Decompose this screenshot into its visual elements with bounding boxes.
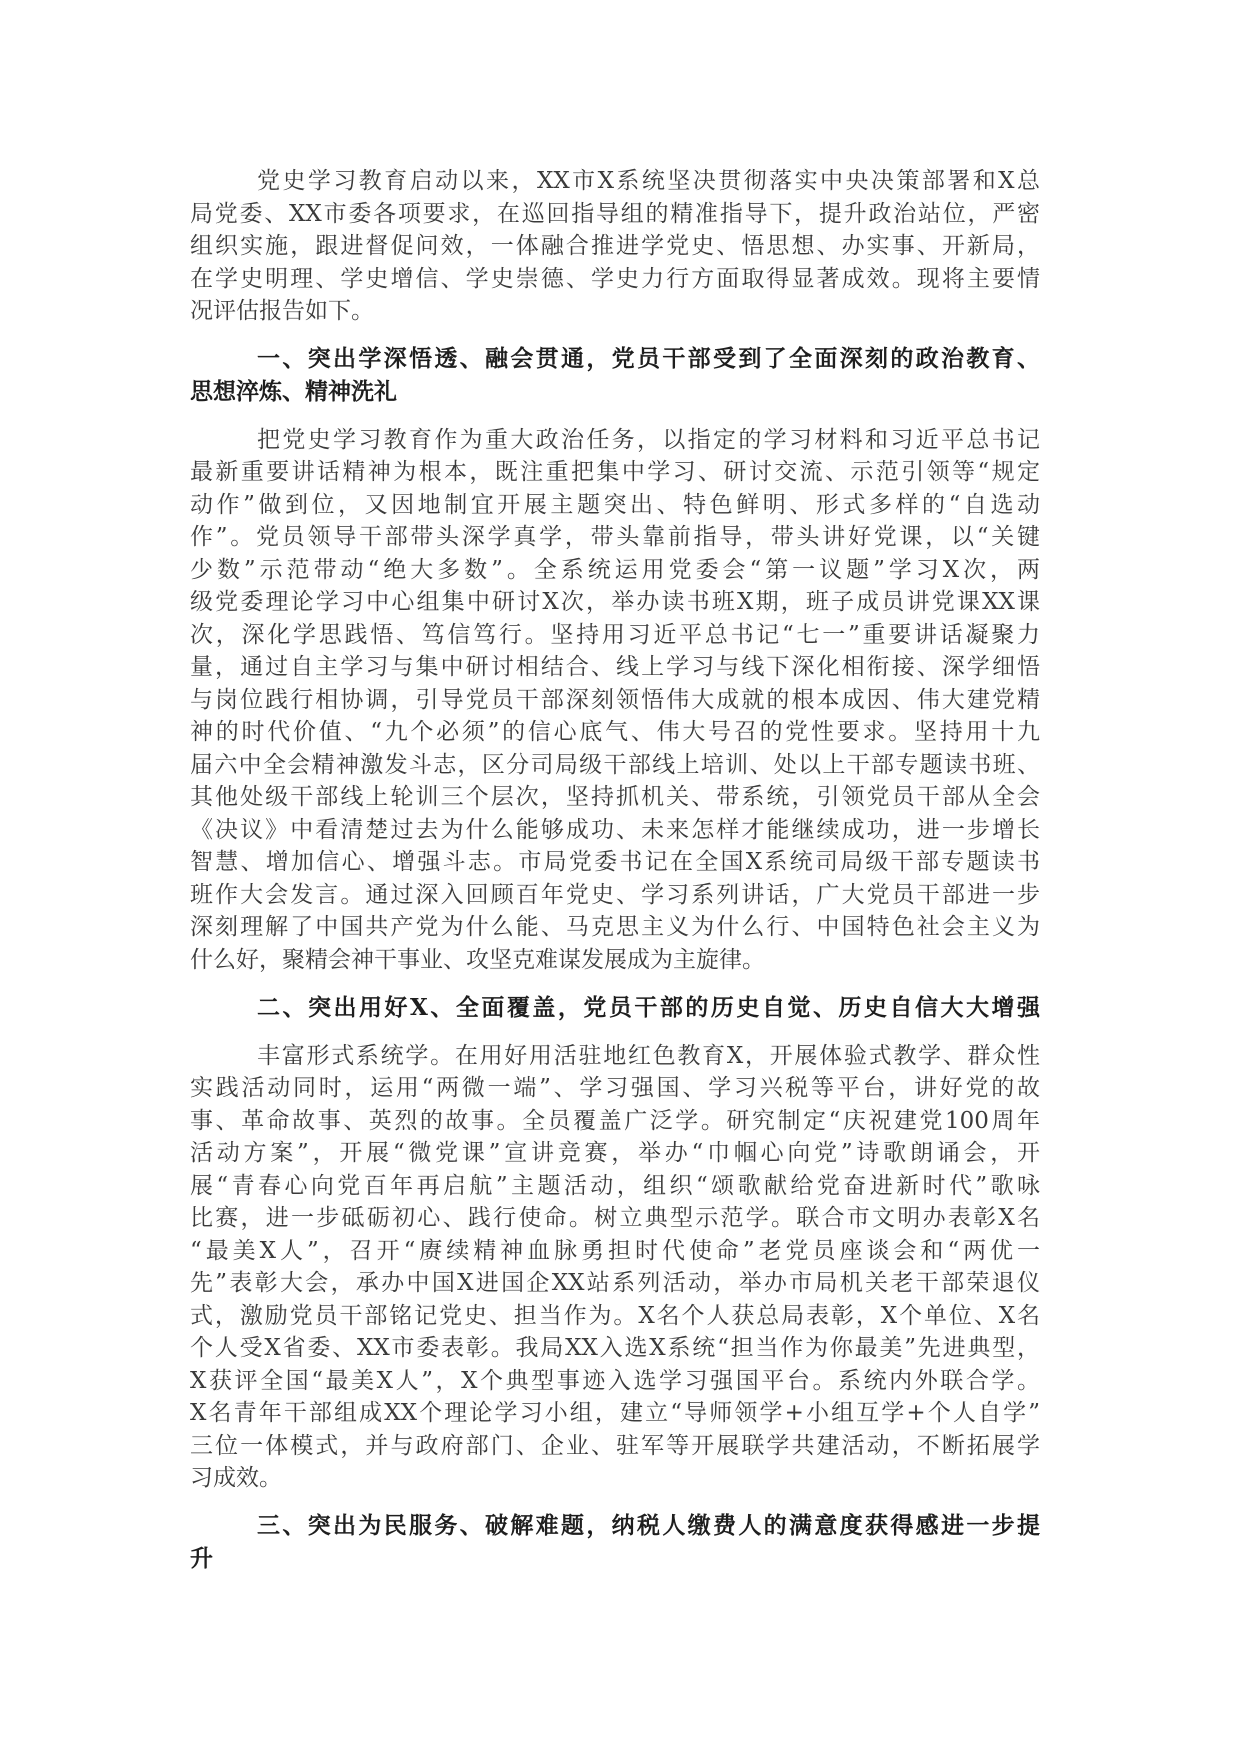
section-heading-2 (190, 992, 1040, 1025)
text-line: 最新重要讲话精神为根本，既注重把集中学习、研讨交流、示范引领等“规定 (190, 459, 1040, 485)
text-line: 作”。党员领导干部带头深学真学，带头靠前指导，带头讲好党课，以“关键 (190, 524, 1040, 550)
document-page (190, 165, 1040, 1591)
text-line: 什么好，聚精会神干事业、攻坚克难谋发展成为主旋律。 (190, 946, 765, 973)
text-line: 把党史学习教育作为重大政治任务，以指定的学习材料和习近平总书记 (257, 426, 1040, 453)
text-line: 《决议》中看清楚过去为什么能够成功、未来怎样才能继续成功，进一步增长 (190, 816, 1040, 843)
intro-paragraph (190, 165, 1040, 328)
text-line: 式，激励党员干部铭记党史、担当作为。X名个人获总局表彰，X个单位、X名 (190, 1302, 1040, 1329)
text-line: 况评估报告如下。 (190, 298, 374, 324)
text-line: 次，深化学思践悟、笃信笃行。坚持用习近平总书记“七一”重要讲话凝聚力 (190, 621, 1040, 648)
text-line: 届六中全会精神激发斗志，区分司局级干部线上培训、处以上干部专题读书班、 (190, 751, 1040, 778)
section-2-paragraph (190, 1040, 1040, 1495)
text-line: 神的时代价值、“九个必须”的信心底气、伟大号召的党性要求。坚持用十九 (190, 719, 1040, 745)
section-1-paragraph (190, 424, 1040, 977)
text-line: X获评全国“最美X人”，X个典型事迹入选学习强国平台。系统内外联合学。 (190, 1367, 1040, 1394)
text-line: 党史学习教育启动以来，XX市X系统坚决贯彻落实中央决策部署和X总 (257, 168, 1040, 194)
text-line: X名青年干部组成XX个理论学习小组，建立“导师领学+小组互学+个人自学” (190, 1400, 1040, 1426)
heading-line: 二、突出用好X、全面覆盖，党员干部的历史自觉、历史自信大大增强 (257, 993, 1040, 1021)
text-line: 在学史明理、学史增信、学史崇德、学史力行方面取得显著成效。现将主要情 (190, 265, 1040, 292)
heading-line: 升 (190, 1544, 213, 1572)
text-line: 实践活动同时，运用“两微一端”、学习强国、学习兴税等平台，讲好党的故 (190, 1075, 1040, 1101)
heading-line: 一、突出学深悟透、融会贯通，党员干部受到了全面深刻的政治教育、 (257, 345, 1040, 372)
text-line: 组织实施，跟进督促问效，一体融合推进学党史、悟思想、办实事、开新局， (190, 233, 1040, 259)
section-heading-3 (190, 1510, 1040, 1575)
text-line: 其他处级干部线上轮训三个层次，坚持抓机关、带系统，引领党员干部从全会 (190, 784, 1040, 810)
text-line: “最美X人”，召开“赓续精神血脉勇担时代使命”老党员座谈会和“两优一 (190, 1237, 1040, 1264)
section-heading-1 (190, 343, 1040, 408)
text-line: 智慧、增加信心、增强斗志。市局党委书记在全国X系统司局级干部专题读书 (190, 849, 1040, 875)
text-line: 习成效。 (190, 1465, 282, 1491)
text-line: 动作”做到位，又因地制宜开展主题突出、特色鲜明、形式多样的“自选动 (190, 491, 1040, 518)
heading-line: 思想淬炼、精神洗礼 (190, 377, 397, 405)
text-line: 量，通过自主学习与集中研讨相结合、线上学习与线下深化相衔接、深学细悟 (190, 654, 1040, 680)
text-line: 丰富形式系统学。在用好用活驻地红色教育X，开展体验式教学、群众性 (257, 1042, 1040, 1069)
text-line: 级党委理论学习中心组集中研讨X次，举办读书班X期，班子成员讲党课XX课 (190, 589, 1040, 615)
text-line: 比赛，进一步砥砺初心、践行使命。树立典型示范学。联合市文明办表彰X名 (190, 1205, 1040, 1231)
text-line: 事、革命故事、英烈的故事。全员覆盖广泛学。研究制定“庆祝建党100周年 (190, 1107, 1040, 1134)
text-line: 先”表彰大会，承办中国X进国企XX站系列活动，举办市局机关老干部荣退仪 (190, 1270, 1040, 1296)
text-line: 与岗位践行相协调，引导党员干部深刻领悟伟大成就的根本成因、伟大建党精 (190, 686, 1040, 713)
text-line: 深刻理解了中国共产党为什么能、马克思主义为什么行、中国特色社会主义为 (190, 914, 1040, 940)
text-line: 个人受X省委、XX市委表彰。我局XX入选X系统“担当作为你最美”先进典型， (190, 1335, 1040, 1361)
text-line: 活动方案”，开展“微党课”宣讲竞赛，举办“巾帼心向党”诗歌朗诵会，开 (190, 1140, 1040, 1166)
text-line: 局党委、XX市委各项要求，在巡回指导组的精准指导下，提升政治站位，严密 (190, 200, 1040, 227)
text-line: 少数”示范带动“绝大多数”。全系统运用党委会“第一议题”学习X次，两 (190, 556, 1040, 583)
heading-line: 三、突出为民服务、破解难题，纳税人缴费人的满意度获得感进一步提 (257, 1512, 1040, 1539)
text-line: 班作大会发言。通过深入回顾百年党史、学习系列讲话，广大党员干部进一步 (190, 881, 1040, 908)
text-line: 展“青春心向党百年再启航”主题活动，组织“颂歌献给党奋进新时代”歌咏 (190, 1172, 1040, 1199)
text-line: 三位一体模式，并与政府部门、企业、驻军等开展联学共建活动，不断拓展学 (190, 1432, 1040, 1459)
